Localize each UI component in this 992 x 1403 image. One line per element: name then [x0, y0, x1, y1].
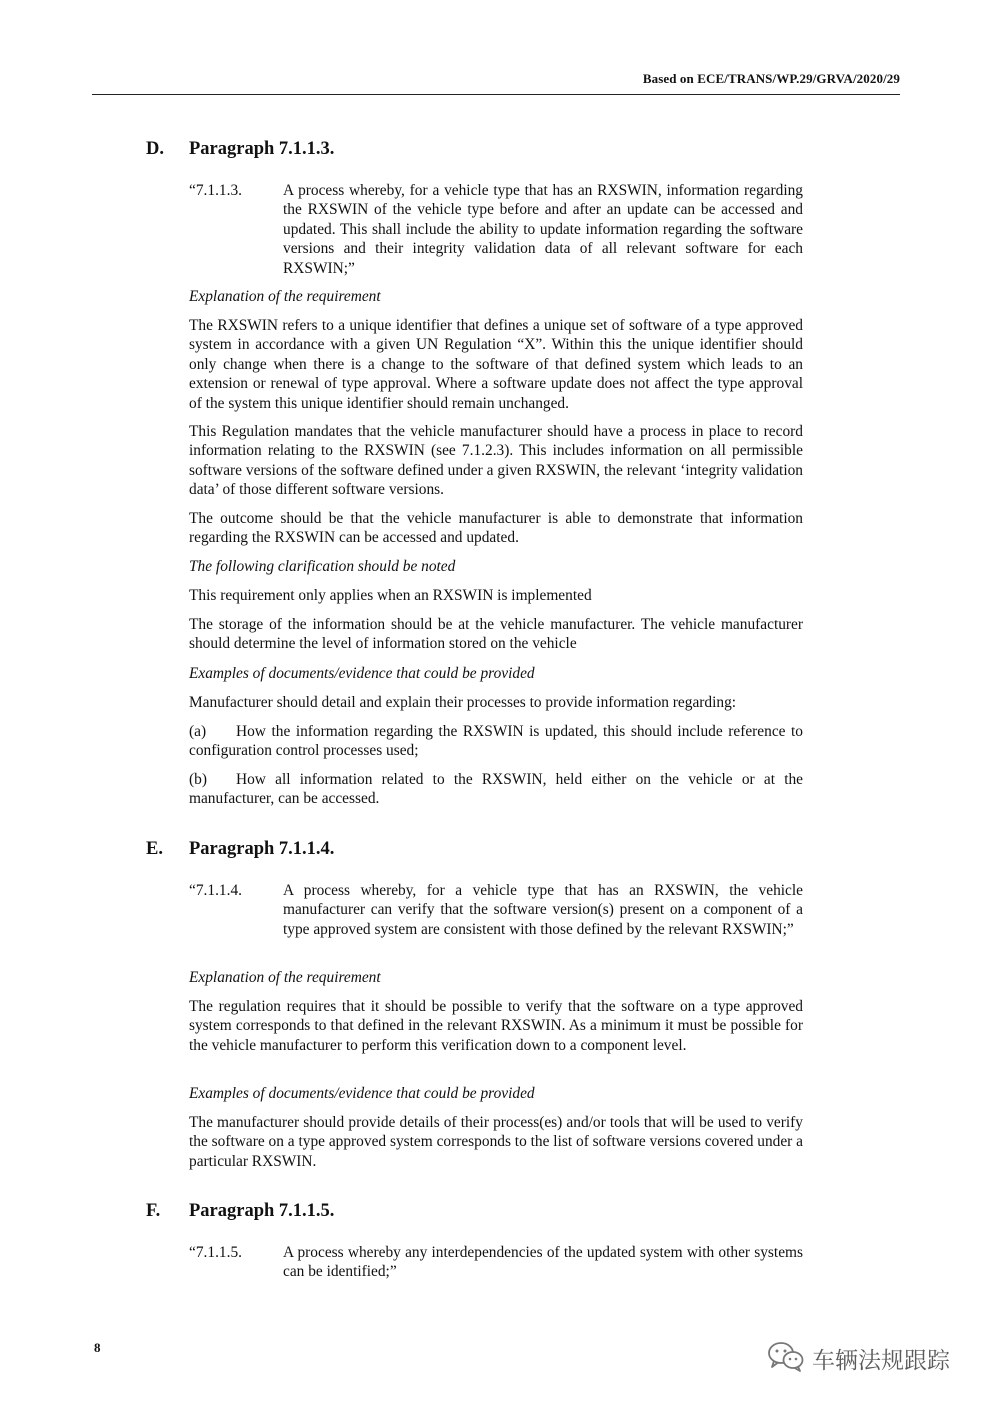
- section-f-quote-text: A process whereby any interdependencies of the updated system with other systems can be identified;”: [283, 1244, 803, 1281]
- page-number: 8: [94, 1340, 101, 1355]
- section-e-letter: E.: [146, 839, 163, 859]
- section-f-quote: [189, 1243, 803, 1282]
- watermark-text: 车辆法规跟踪: [812, 1347, 950, 1374]
- section-d-clarification-p2: The storage of the information should be at the vehicle manufacturer. The vehicle manufacturer should determine the level of information stored on the vehicle: [189, 616, 803, 653]
- section-d-clarification-p1: This requirement only applies when an RXSWIN is implemented: [189, 587, 592, 604]
- wechat-icon: [766, 1339, 806, 1378]
- section-f-letter: F.: [146, 1201, 161, 1221]
- section-d-examples-heading: Examples of documents/evidence that could be provided: [189, 665, 535, 682]
- section-d-item-b: [189, 770, 803, 809]
- section-f-quote-number: “7.1.1.5.: [189, 1244, 243, 1261]
- section-d-item-a: [189, 722, 803, 761]
- section-e-examples-p1: The manufacturer should provide details of their process(es) and/or tools that will be used to verify the software on a type approved system corresponds to the list of software versions covered under a particular RXSWIN.: [189, 1114, 803, 1170]
- section-d-explanation-heading: Explanation of the requirement: [189, 288, 381, 305]
- section-d-quote: [189, 181, 803, 278]
- section-d-letter: D.: [146, 139, 164, 159]
- section-d-item-a-label: (a): [189, 723, 207, 740]
- section-d-item-b-label: (b): [189, 771, 207, 788]
- section-d-quote-number: “7.1.1.3.: [189, 182, 243, 199]
- section-e-explanation-p1: The regulation requires that it should be possible to verify that the software on a type approved system corresponds to that defined in the relevant RXSWIN. As a minimum it must be possible for the vehicle manufacturer to perform this verification down to a component level.: [189, 998, 803, 1054]
- section-e-quote: [189, 881, 803, 939]
- section-d-item-b-text: How all information related to the RXSWIN, held either on the vehicle or at the manufacturer, can be accessed.: [189, 771, 803, 808]
- header-divider: [92, 94, 900, 95]
- section-d-title: Paragraph 7.1.1.3.: [189, 139, 335, 159]
- section-e-explanation-heading: Explanation of the requirement: [189, 969, 381, 986]
- section-d-examples-intro: Manufacturer should detail and explain their processes to provide information regarding:: [189, 694, 737, 711]
- header-reference: Based on ECE/TRANS/WP.29/GRVA/2020/29: [642, 71, 900, 86]
- section-d-explanation-p3: The outcome should be that the vehicle manufacturer is able to demonstrate that information regarding the RXSWIN can be accessed and updated.: [189, 510, 803, 547]
- section-d-explanation-p2: This Regulation mandates that the vehicle manufacturer should have a process in place to record information relating to the RXSWIN (see 7.1.2.3). This includes information on all permissible software versions of the software defined under a given RXSWIN, the relevant ‘integrity validation data’ of those different software versions.: [189, 423, 803, 499]
- section-f-title: Paragraph 7.1.1.5.: [189, 1201, 335, 1221]
- section-e-quote-number: “7.1.1.4.: [189, 882, 243, 899]
- section-d-explanation-p1: The RXSWIN refers to a unique identifier that defines a unique set of software of a type approved system in accordance with a given UN Regulation “X”. Within this the unique identifier should only change when there is a change to the software of that defined system which leads to an extension or renewal of type approval. Where a software update does not affect the type approval of the system this unique identifier should remain unchanged.: [189, 317, 803, 412]
- section-e-quote-text: A process whereby, for a vehicle type that has an RXSWIN, the vehicle manufacturer can verify that the software version(s) present on a component of a type approved system are consistent with those defined by the relevant RXSWIN;”: [283, 882, 803, 938]
- section-e-examples-heading: Examples of documents/evidence that could be provided: [189, 1085, 535, 1102]
- watermark: [766, 1340, 950, 1376]
- section-d-quote-text: A process whereby, for a vehicle type that has an RXSWIN, information regarding the RXSWIN of the vehicle type before and after an update can be accessed and updated. This shall include the ability to update information regarding the software versions and their integrity validation data of all relevant software for each RXSWIN;”: [283, 182, 803, 277]
- section-e-title: Paragraph 7.1.1.4.: [189, 839, 335, 859]
- section-d-item-a-text: How the information regarding the RXSWIN is updated, this should include reference to configuration control processes used;: [189, 723, 803, 760]
- section-d-clarification-heading: The following clarification should be noted: [189, 558, 456, 575]
